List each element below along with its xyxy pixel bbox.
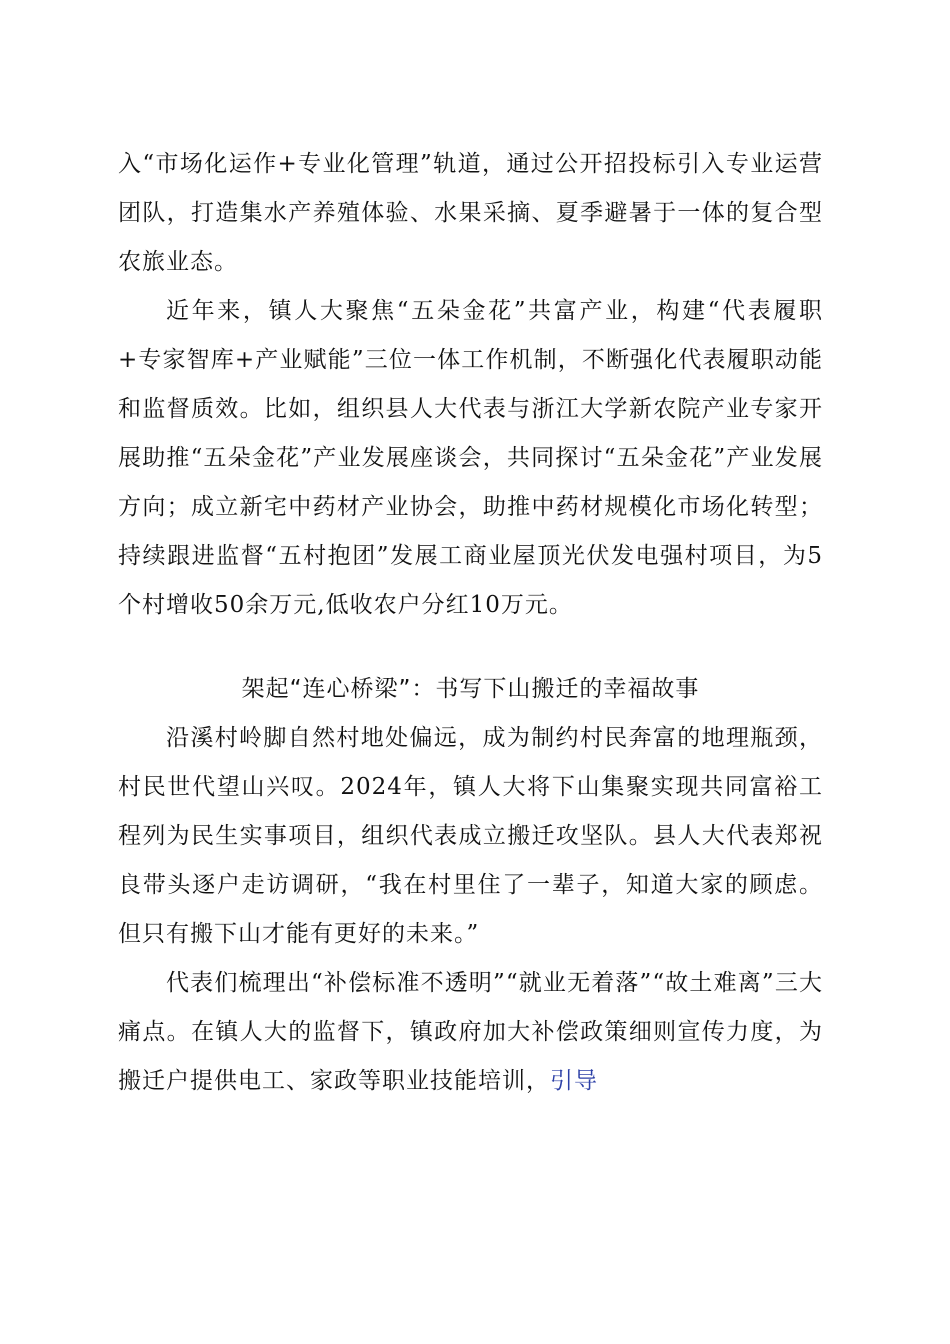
paragraph-continuation: 入“市场化运作+专业化管理”轨道，通过公开招投标引入专业运营团队，打造集水产养殖体验、水果采摘、夏季避暑于一体的复合型农旅业态。 (118, 151, 823, 275)
document-body (118, 140, 823, 1106)
paragraph-industry: 近年来，镇人大聚焦“五朵金花”共富产业，构建“代表履职+专家智库+产业赋能”三位一体工作机制，不断强化代表履职动能和监督质效。比如，组织县人大代表与浙江大学新农院产业专家开展助推“五朵金花”产业发展座谈会，共同探讨“五朵金花”产业发展方向；成立新宅中药材产业协会，助推中药材规模化市场化转型；持续跟进监督“五村抱团”发展工商业屋顶光伏发电强村项目，为5个村增收50余万元,低收农户分红10万元。 (118, 298, 823, 618)
section-title: 架起“连心桥梁”：书写下山搬迁的幸福故事 (241, 676, 700, 702)
paragraph-relocation: 沿溪村岭脚自然村地处偏远，成为制约村民奔富的地理瓶颈，村民世代望山兴叹。2024年，镇人大将下山集聚实现共同富裕工程列为民生实事项目，组织代表成立搬迁攻坚队。县人大代表郑祝良带头逐户走访调研，“我在村里住了一辈子，知道大家的顾虑。但只有搬下山才能有更好的未来。” (118, 725, 823, 947)
paragraph-pain-points (118, 959, 823, 1106)
paragraph-pain-points-text: 代表们梳理出“补偿标准不透明”“就业无着落”“故土难离”三大痛点。在镇人大的监督下，镇政府加大补偿政策细则宣传力度，为搬迁户提供电工、家政等职业技能培训， (118, 970, 823, 1094)
link-text[interactable]: 引导 (550, 1068, 598, 1094)
